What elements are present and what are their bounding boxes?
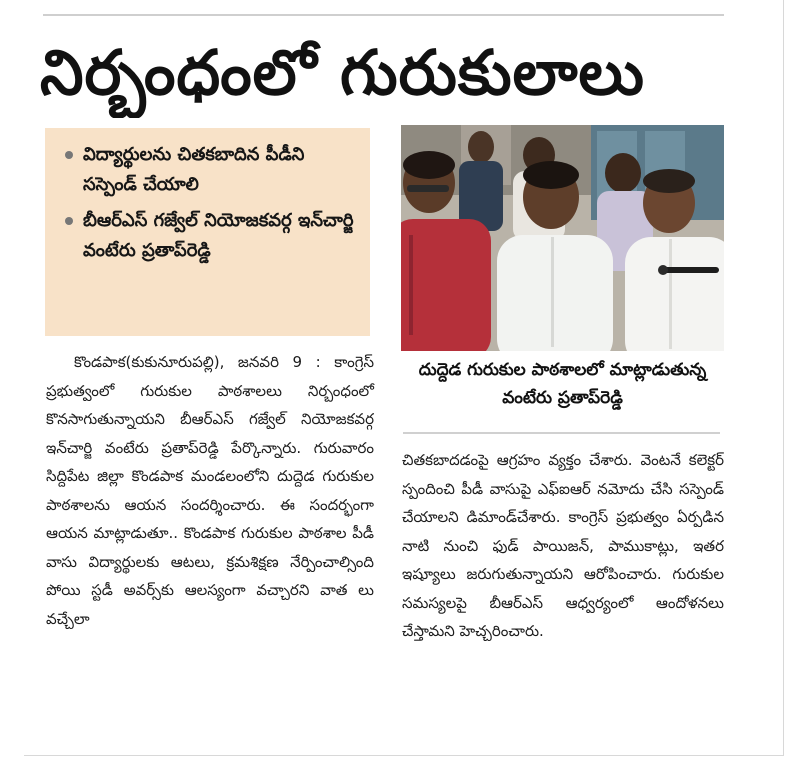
caption-divider: [403, 432, 720, 434]
top-divider: [43, 14, 724, 16]
headline: నిర్బంధంలో గురుకులాలు: [40, 36, 645, 109]
bullet-icon: [65, 151, 73, 159]
highlight-item: [63, 140, 358, 200]
photo-caption: దుద్దెడ గురుకుల పాఠశాలలో మాట్లాడుతున్న వంటేరు ప్రతాప్‌రెడ్డి: [418, 360, 707, 408]
body-column-left: కొండపాక(కుకునూరుపల్లి), జనవరి 9 : కాంగ్రెస్ ప్రభుత్వంలో గురుకుల పాఠశాలలు నిర్బంధంలో కొనసాగుతున్నాయని బీఆర్ఎస్ గజ్వేల్ నియోజకవర్గ ఇన్‌చార్జి వంటేరు ప్రతాప్‌రెడ్డి పేర్కొన్నారు. గురువారం సిద్దిపేట జిల్లా కొండపాక మండలంలోని దుద్దెడ గురుకుల పాఠశాలను ఆయన సందర్శించారు. ఈ సందర్భంగా ఆయన మాట్లాడుతూ.. కొండపాక గురుకుల పాఠశాల పీడీ వాసు విద్యార్థులకు ఆటలు, క్రమశిక్షణ నేర్పించాల్సింది పోయి స్టడీ అవర్స్‌కు ఆలస్యంగా వచ్చారని వాత లు వచ్చేలా: [46, 353, 374, 628]
highlight-text: విద్యార్థులను చితకబాదిన పీడీని సస్పెండ్ చేయాలి: [83, 144, 305, 195]
news-photo: [401, 125, 724, 351]
highlight-text: బీఆర్ఎస్ గజ్వేల్ నియోజకవర్గ ఇన్‌చార్జి వంటేరు ప్రతాప్‌రెడ్డి: [83, 210, 354, 261]
bullet-icon: [65, 217, 73, 225]
body-column-right: చితకబాదడంపై ఆగ్రహం వ్యక్తం చేశారు. వెంటనే కలెక్టర్ స్పందించి పీడీ వాసుపై ఎఫ్ఐఆర్ నమోదు చేసి సస్పెండ్ చేయాలని డిమాండ్‌చేశారు. కాంగ్రెస్ ప్రభుత్వం ఏర్పడిన నాటి నుంచి ఫుడ్ పాయిజన్, పాముకాట్లు, ఇతర ఇష్యూలు జరుగుతున్నాయని ఆరోపించారు. గురుకుల సమస్యలపై బీఆర్ఎస్ ఆధ్వర్యంలో ఆందోళనలు చేస్తామని హెచ్చరించారు.: [402, 451, 724, 640]
highlight-item: [63, 206, 358, 266]
highlights-list: [63, 140, 358, 266]
highlights-box: [45, 128, 370, 336]
